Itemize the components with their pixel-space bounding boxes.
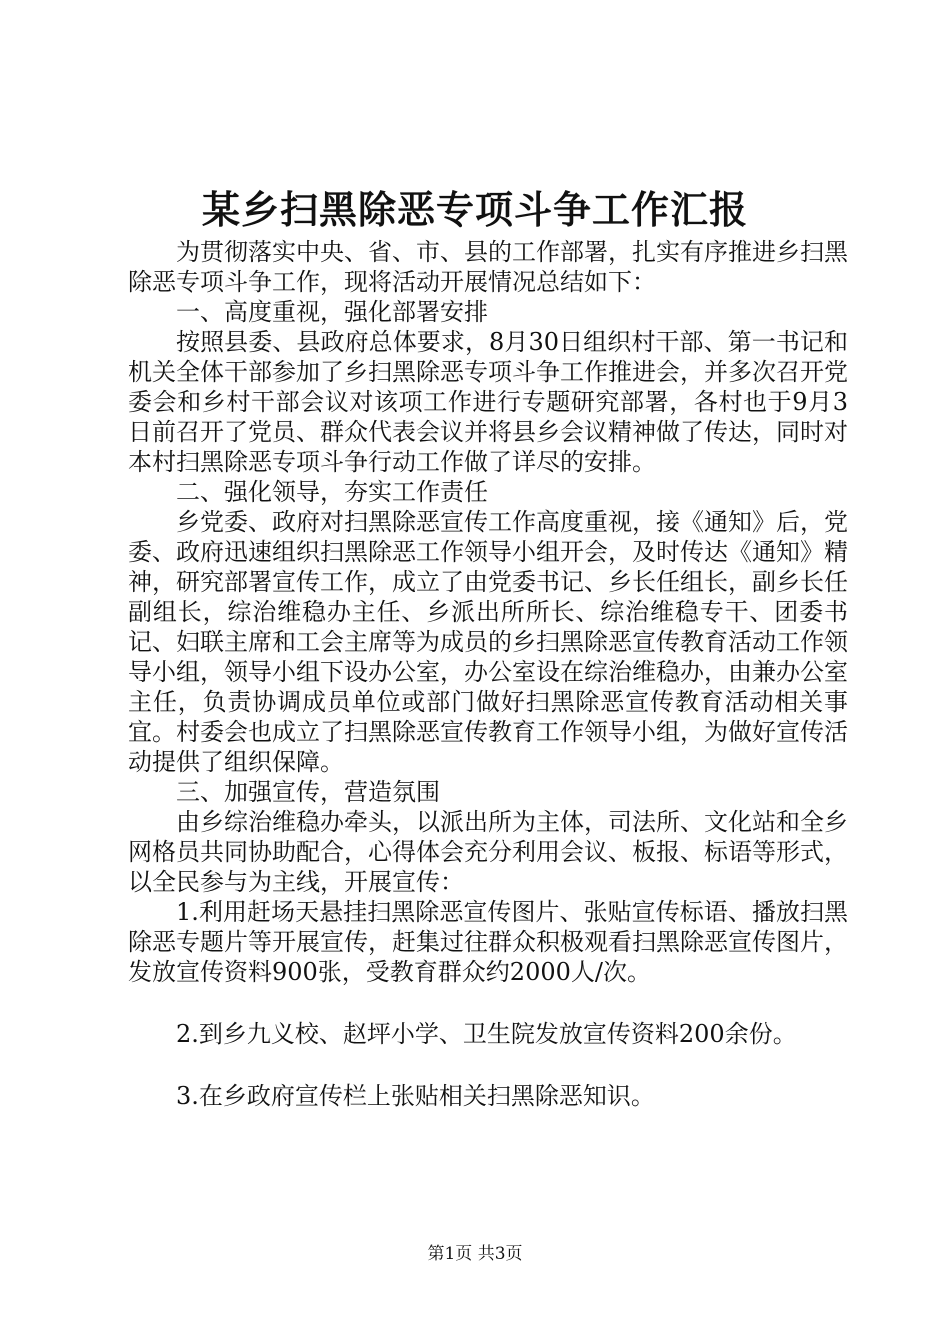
section-paragraph-2: 乡党委、政府对扫黑除恶宣传工作高度重视，接《通知》后，党委、政府迅速组织扫黑除恶工作领导小组开会，及时传达《通知》精神，研究部署宣传工作，成立了由党委书记、乡长任组长，副乡长任副组长，综治维稳办主任、乡派出所所长、综治维稳专干、团委书记、妇联主席和工会主席等为成员的乡扫黑除恶宣传教育活动工作领导小组，领导小组下设办公室，办公室设在综治维稳办，由兼办公室主任，负责协调成员单位或部门做好扫黑除恶宣传教育活动相关事宜。村委会也成立了扫黑除恶宣传教育工作领导小组，为做好宣传活动提供了组织保障。: [128, 508, 848, 776]
document-title: 某乡扫黑除恶专项斗争工作汇报: [201, 187, 748, 232]
section-heading-1: 一、高度重视，强化部署安排: [176, 298, 488, 326]
list-item-3: 3.在乡政府宣传栏上张贴相关扫黑除恶知识。: [176, 1082, 655, 1110]
document-body: [128, 237, 848, 1111]
section-paragraph-3: 由乡综治维稳办牵头，以派出所为主体，司法所、文化站和全乡网格员共同协助配合，心得体会充分利用会议、板报、标语等形式，以全民参与为主线，开展宣传：: [128, 808, 848, 896]
list-item-1: 1.利用赶场天悬挂扫黑除恶宣传图片、张贴宣传标语、播放扫黑除恶专题片等开展宣传，赶集过往群众积极观看扫黑除恶宣传图片，发放宣传资料900张，受教育群众约2000人/次。: [128, 898, 848, 986]
section-heading-2: 二、强化领导，夯实工作责任: [176, 478, 488, 506]
list-item-2: 2.到乡九义校、赵坪小学、卫生院发放宣传资料200余份。: [176, 1020, 797, 1048]
intro-paragraph: 为贯彻落实中央、省、市、县的工作部署，扎实有序推进乡扫黑除恶专项斗争工作，现将活动开展情况总结如下：: [128, 238, 848, 296]
section-heading-3: 三、加强宣传，营造氛围: [176, 778, 440, 806]
section-paragraph-1: 按照县委、县政府总体要求，8月30日组织村干部、第一书记和机关全体干部参加了乡扫黑除恶专项斗争工作推进会，并多次召开党委会和乡村干部会议对该项工作进行专题研究部署，各村也于9月3日前召开了党员、群众代表会议并将县乡会议精神做了传达，同时对本村扫黑除恶专项斗争行动工作做了详尽的安排。: [128, 328, 848, 476]
page-number-footer: 第1页 共3页: [427, 1244, 523, 1264]
